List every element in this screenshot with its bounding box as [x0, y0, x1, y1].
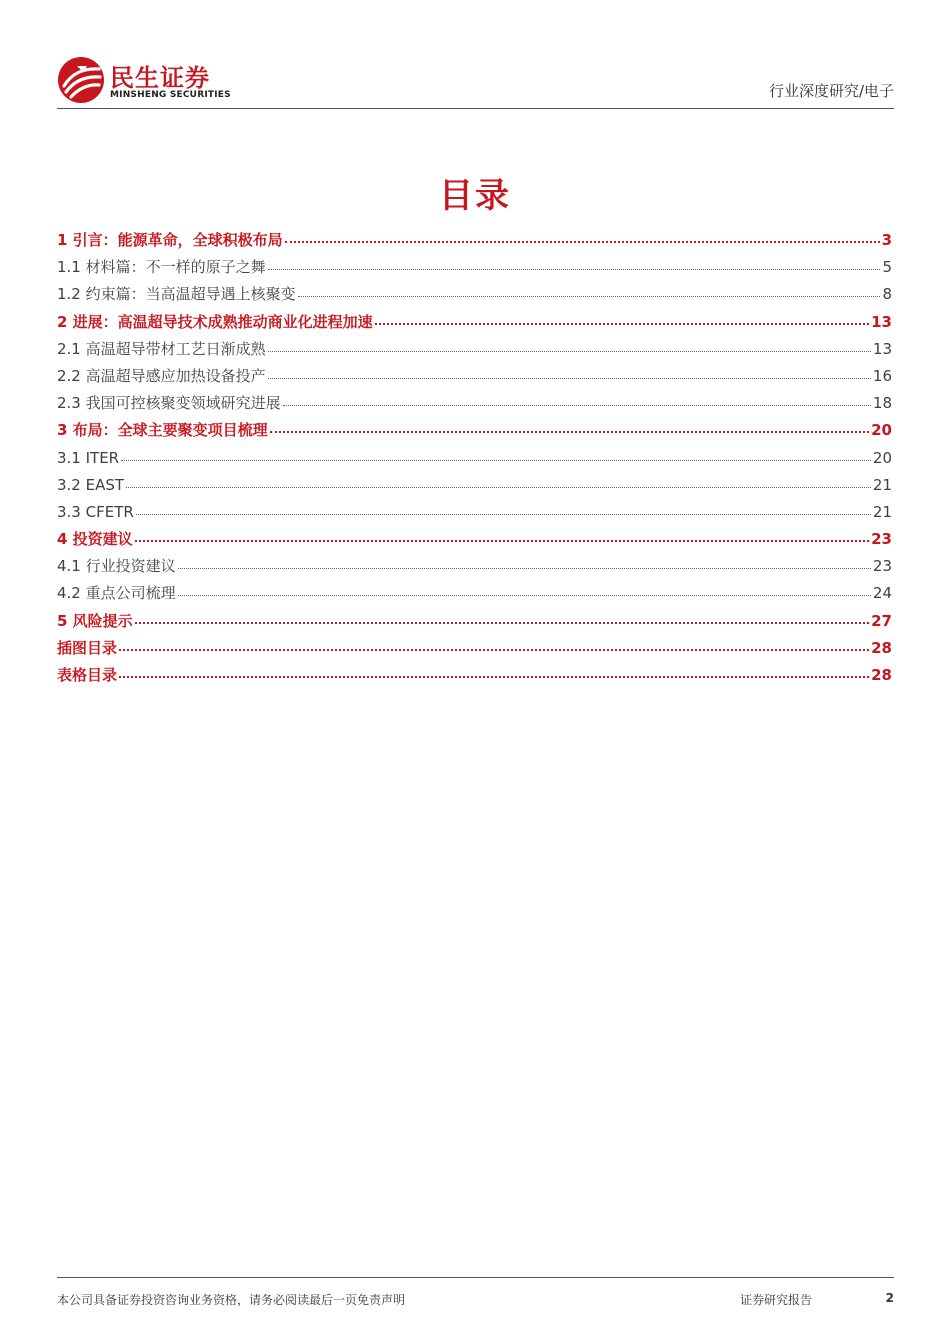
- toc-entry-chapter[interactable]: [57, 526, 892, 553]
- toc-dot-leader: [283, 390, 871, 408]
- toc-entry-section[interactable]: [57, 281, 892, 308]
- toc-entry-section[interactable]: [57, 336, 892, 363]
- toc-entry-section[interactable]: [57, 254, 892, 281]
- toc-entry-page: 21: [872, 475, 892, 494]
- toc-entry-label: 1.1 材料篇：不一样的原子之舞: [57, 258, 266, 277]
- toc-dot-leader: [178, 580, 871, 598]
- toc-entry-page: 3: [881, 231, 892, 249]
- toc-entry-label: 2 进展：高温超导技术成熟推动商业化进程加速: [57, 312, 373, 331]
- toc-entry-label: 表格目录: [57, 666, 118, 684]
- toc-entry-page: 23: [871, 530, 892, 549]
- toc-dot-leader: [119, 635, 869, 653]
- toc-dot-leader: [268, 363, 871, 381]
- toc-entry-label: 1 引言：能源革命，全球积极布局: [57, 231, 283, 249]
- toc-dot-leader: [268, 254, 881, 272]
- toc-dot-leader: [375, 309, 869, 327]
- toc-dot-leader: [121, 445, 871, 463]
- toc-entry-section[interactable]: [57, 499, 892, 526]
- page-header: [57, 52, 894, 108]
- toc-entry-label: 插图目录: [57, 638, 118, 657]
- toc-entry-label: 2.3 我国可控核聚变领域研究进展: [57, 394, 281, 413]
- toc-entry-section[interactable]: [57, 445, 892, 472]
- toc-entry-page: 28: [871, 666, 892, 684]
- toc-entry-chapter[interactable]: [57, 635, 892, 662]
- toc-entry-label: 4.2 重点公司梳理: [57, 584, 176, 603]
- toc-entry-label: 4.1 行业投资建议: [57, 557, 176, 576]
- toc-entry-page: 24: [872, 584, 892, 603]
- toc-entry-page: 13: [871, 312, 892, 331]
- toc-entry-section[interactable]: [57, 553, 892, 580]
- toc-entry-label: 2.2 高温超导感应加热设备投产: [57, 366, 266, 385]
- toc-entry-page: 8: [882, 285, 892, 304]
- toc-entry-label: 3.3 CFETR: [57, 502, 134, 521]
- toc-entry-page: 27: [871, 611, 892, 630]
- toc-dot-leader: [126, 472, 871, 490]
- toc-entry-chapter[interactable]: [57, 227, 892, 254]
- toc-entry-page: 20: [871, 421, 892, 440]
- toc-entry-label: 3 布局：全球主要聚变项目梳理: [57, 421, 268, 440]
- toc-entry-label: 5 风险提示: [57, 611, 133, 630]
- toc-entry-chapter[interactable]: [57, 309, 892, 336]
- toc-entry-chapter[interactable]: [57, 608, 892, 635]
- toc-dot-leader: [298, 281, 881, 299]
- toc-dot-leader: [270, 417, 869, 435]
- toc-dot-leader: [135, 608, 869, 626]
- footer-report-type: 证券研究报告: [740, 1293, 813, 1307]
- toc-entry-chapter[interactable]: [57, 662, 892, 689]
- toc-dot-leader: [285, 227, 880, 245]
- toc-dot-leader: [178, 553, 871, 571]
- toc-title: 目录: [439, 176, 511, 216]
- toc-entry-page: 18: [872, 394, 892, 413]
- toc-entry-page: 23: [872, 557, 892, 576]
- table-of-contents: [57, 227, 892, 689]
- company-logo: [57, 56, 257, 104]
- header-divider: [57, 108, 894, 109]
- toc-entry-page: 13: [872, 339, 892, 358]
- footer-disclaimer: 本公司具备证券投资咨询业务资格，请务必阅读最后一页免责声明: [57, 1293, 406, 1307]
- toc-entry-section[interactable]: [57, 580, 892, 607]
- footer-divider: [57, 1277, 894, 1278]
- page-number: 2: [885, 1291, 894, 1305]
- toc-dot-leader: [135, 526, 869, 544]
- toc-entry-section[interactable]: [57, 363, 892, 390]
- minsheng-logo-icon: [57, 56, 105, 104]
- toc-entry-label: 3.2 EAST: [57, 475, 125, 494]
- toc-entry-page: 5: [882, 258, 892, 277]
- toc-entry-page: 21: [872, 502, 892, 521]
- logo-chinese-name: 民生证券: [110, 64, 210, 92]
- toc-dot-leader: [268, 336, 871, 354]
- toc-dot-leader: [136, 499, 871, 517]
- toc-entry-chapter[interactable]: [57, 417, 892, 444]
- toc-entry-section[interactable]: [57, 390, 892, 417]
- toc-dot-leader: [119, 662, 869, 680]
- toc-entry-page: 16: [872, 366, 892, 385]
- toc-entry-page: 28: [871, 638, 892, 657]
- toc-entry-label: 4 投资建议: [57, 530, 133, 549]
- toc-entry-label: 3.1 ITER: [57, 448, 120, 467]
- toc-entry-section[interactable]: [57, 472, 892, 499]
- toc-entry-label: 1.2 约束篇：当高温超导遇上核聚变: [57, 285, 296, 304]
- toc-entry-page: 20: [872, 448, 892, 467]
- toc-entry-label: 2.1 高温超导带材工艺日渐成熟: [57, 339, 266, 358]
- logo-english-name: MINSHENG SECURITIES: [110, 90, 231, 100]
- report-category: 行业深度研究/电子: [768, 82, 894, 100]
